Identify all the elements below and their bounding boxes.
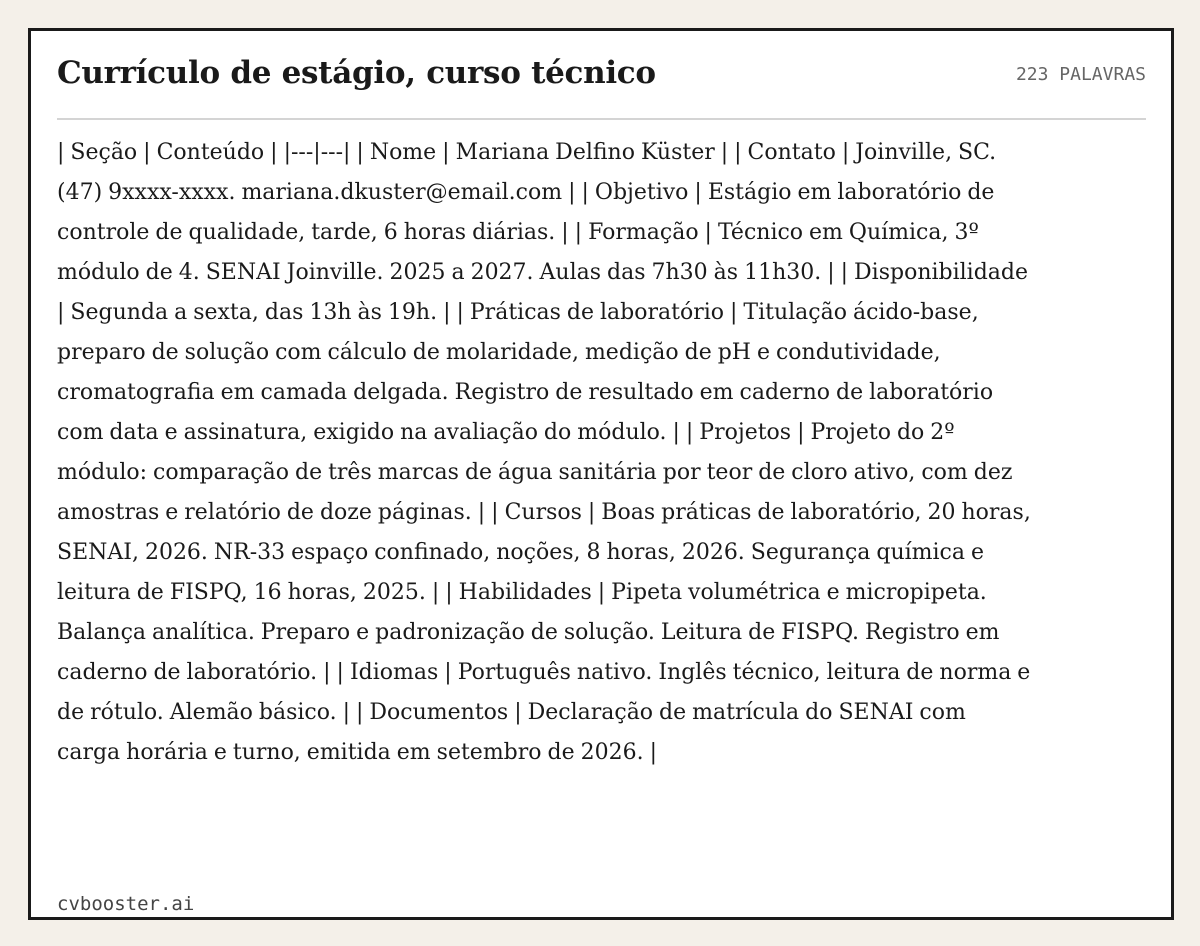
document-header [57, 31, 1146, 120]
document-title: Currículo de estágio, curso técnico [57, 55, 656, 91]
document-card [28, 28, 1174, 920]
word-count-label: 223 PALAVRAS [1015, 64, 1146, 85]
document-body-text: | Seção | Conteúdo | |---|---| | Nome | Mariana Delfino Küster | | Contato | Joinville, SC. (47) 9xxxx-xxxx. mariana.dkuster@email.com | | Objetivo | Estágio em laboratório de controle de qualidade, tarde, 6 horas diárias. | | Formação | Técnico em Química, 3º módulo de 4. SENAI Joinville. 2025 a 2027. Aulas das 7h30 às 11h30. | | Disponibilidade | Segunda a sexta, das 13h às 19h. | | Práticas de laboratório | Titulação ácido-base, preparo de solução com cálculo de molaridade, medição de pH e condutividade, cromatografia em camada delgada. Registro de resultado em caderno de laboratório com data e assinatura, exigido na avaliação do módulo. | | Projetos | Projeto do 2º módulo: comparação de três marcas de água sanitária por teor de cloro ativo, com dez amostras e relatório de doze páginas. | | Cursos | Boas práticas de laboratório, 20 horas, SENAI, 2026. NR-33 espaço confinado, noções, 8 horas, 2026. Segurança química e leitura de FISPQ, 16 horas, 2025. | | Habilidades | Pipeta volumétrica e micropipeta. Balança analítica. Preparo e padronização de solução. Leitura de FISPQ. Registro em caderno de laboratório. | | Idiomas | Português nativo. Inglês técnico, leitura de norma e de rótulo. Alemão básico. | | Documentos | Declaração de matrícula do SENAI com carga horária e turno, emitida em setembro de 2026. | [57, 140, 1031, 765]
footer-brand: cvbooster.ai [57, 893, 195, 915]
